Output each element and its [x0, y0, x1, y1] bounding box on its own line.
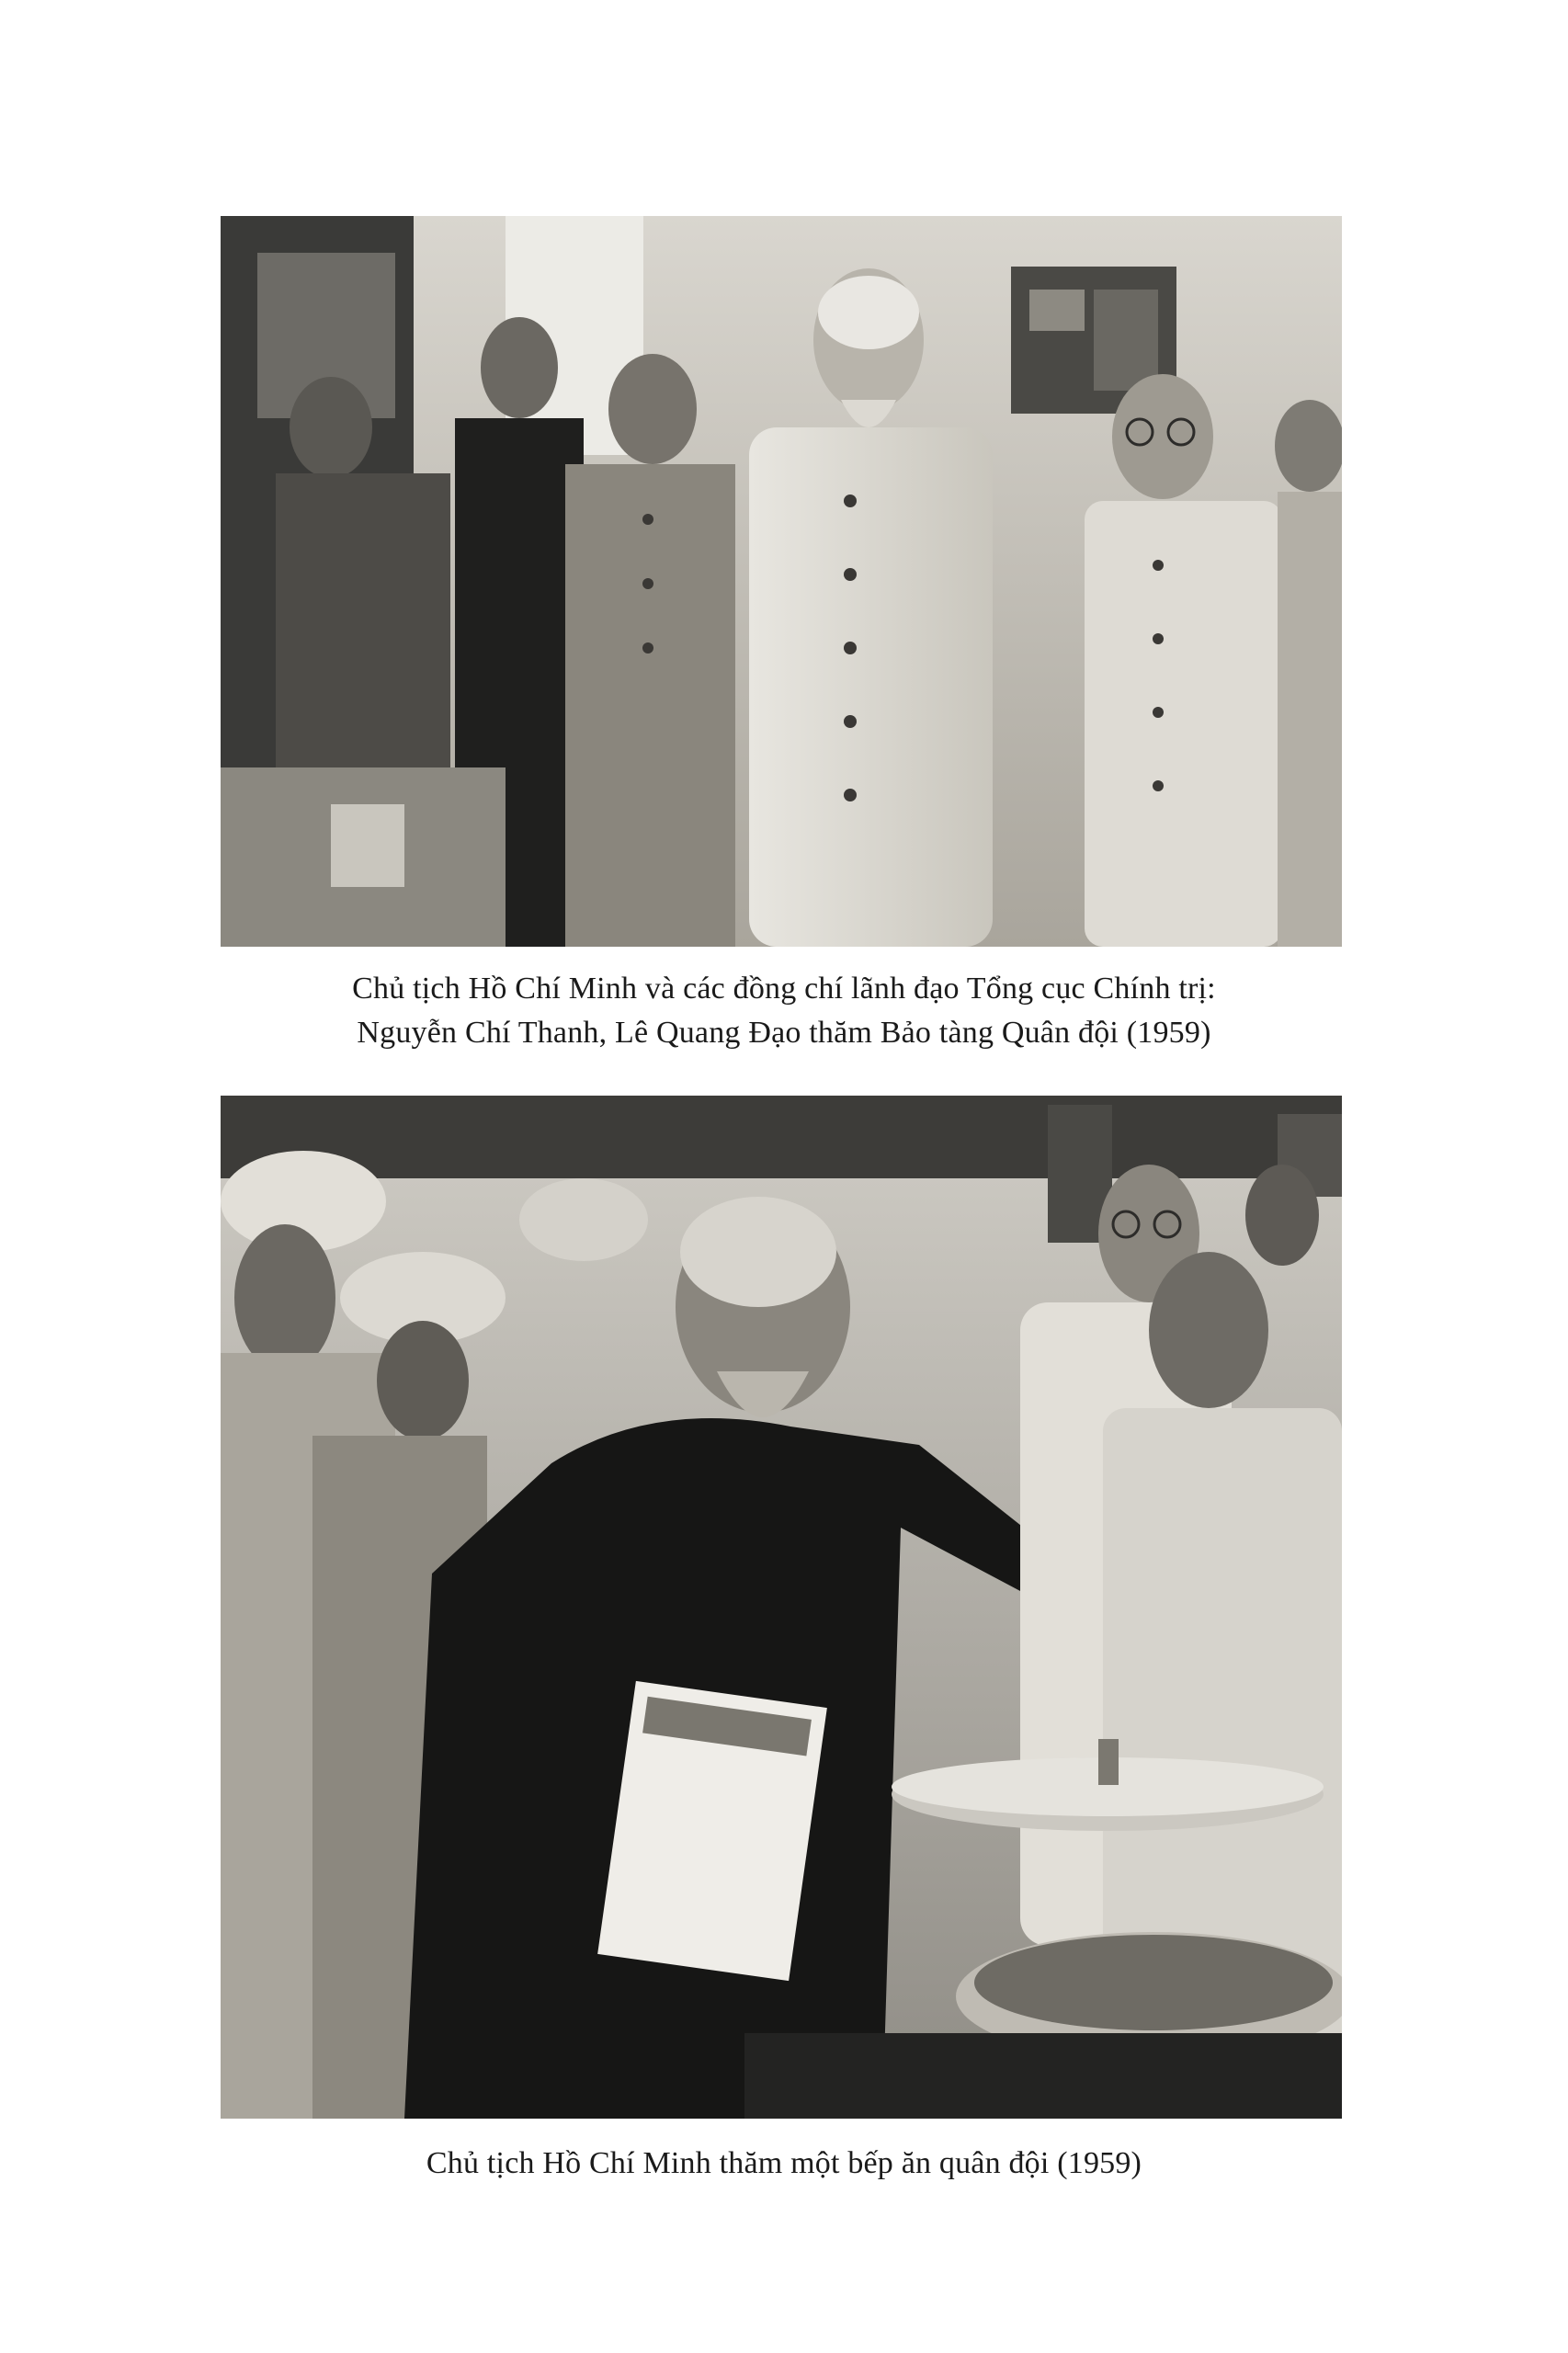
- caption-line: Nguyễn Chí Thanh, Lê Quang Đạo thăm Bảo tàng Quân đội (1959): [357, 1016, 1211, 1050]
- figure-caption: [0, 2142, 1568, 2186]
- historical-photo-army-kitchen-visit: [221, 1096, 1342, 2119]
- caption-line: Chủ tịch Hồ Chí Minh và các đồng chí lãnh đạo Tổng cục Chính trị:: [352, 972, 1216, 1006]
- figure-caption: [0, 967, 1568, 1055]
- photo-army-kitchen-illustration: [221, 1096, 1342, 2119]
- historical-photo-museum-visit: [221, 216, 1342, 947]
- caption-line: Chủ tịch Hồ Chí Minh thăm một bếp ăn quân đội (1959): [426, 2146, 1142, 2180]
- photo-museum-visit-illustration: [221, 216, 1342, 947]
